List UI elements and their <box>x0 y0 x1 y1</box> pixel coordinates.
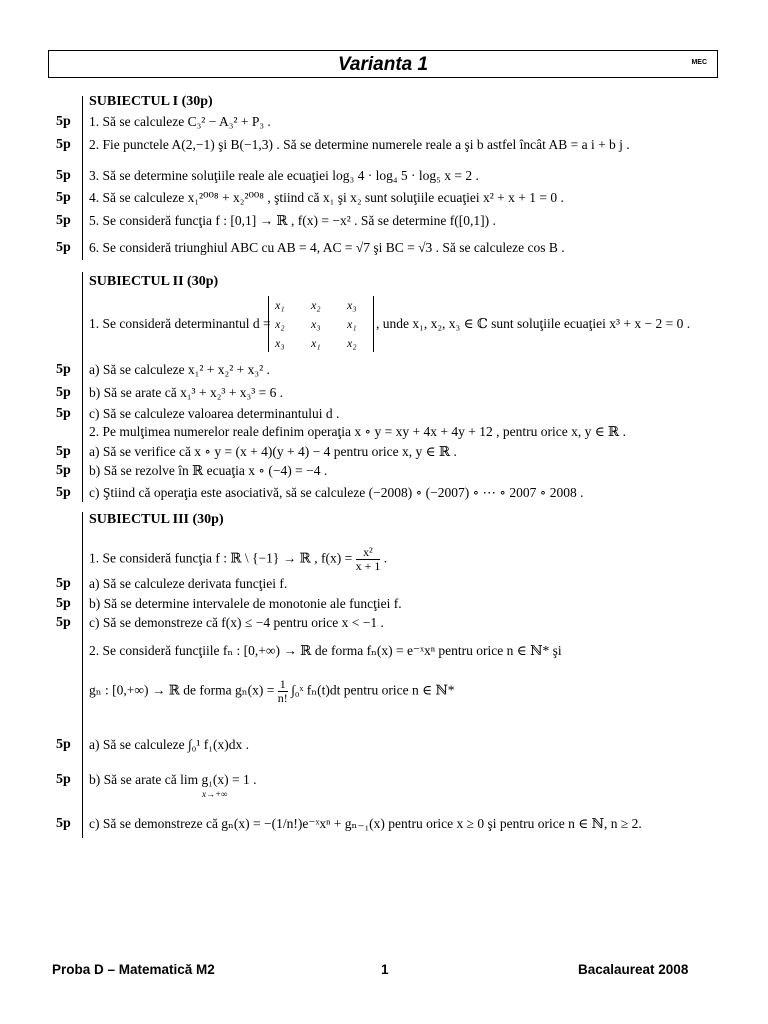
problem-text: a) Să se calculeze ∫₀¹ f₁(x)dx . <box>89 737 249 752</box>
problem-intro: 1. Se consideră determinantul d = <box>89 316 271 331</box>
footer-exam-year: Bacalaureat 2008 <box>578 962 689 977</box>
problem-text: b) Să se arate că lim g₁(x) = 1 . <box>89 772 257 787</box>
det-entry: x₃ <box>311 317 321 331</box>
det-entry: x₁ <box>275 298 285 312</box>
section-heading: SUBIECTUL III (30p) <box>89 512 224 527</box>
title-box <box>48 50 718 78</box>
problem-intro: 1. Se consideră funcţia f : ℝ \ {−1} → ℝ , f(x) = $\frac{\text{x²}}{x + 1}$ . <box>89 545 388 573</box>
intro-text: gₙ : [0,+∞) → ℝ de forma gₙ(x) = <box>89 682 275 698</box>
points-label: 5p <box>56 816 71 831</box>
points-label: 5p <box>56 362 71 377</box>
det-entry: x₂ <box>275 317 285 331</box>
fraction-denominator: n! <box>277 691 288 705</box>
det-entry: x₂ <box>311 298 321 312</box>
det-entry: x₁ <box>311 336 321 350</box>
fraction <box>278 678 288 705</box>
intro-text: ∫₀ˣ fₙ(t)dt pentru orice n ∈ ℕ* <box>291 682 455 698</box>
limit-subscript: x→+∞ <box>202 789 228 799</box>
fraction-denominator: x + 1 <box>355 559 381 573</box>
problem-text: c) Să se demonstreze că gₙ(x) = −(1/n!)e⁻ˣxⁿ + gₙ₋₁(x) pentru orice x ≥ 0 şi pentru orice n ∈ ℕ, n ≥ 2. <box>89 816 642 831</box>
problem-text: c) Să se demonstreze că f(x) ≤ −4 pentru orice x < −1 . <box>89 615 384 630</box>
problem-intro: , unde x₁, x₂, x₃ ∈ ℂ sunt soluţiile ecuaţiei x³ + x − 2 = 0 . <box>376 316 691 331</box>
points-label: 5p <box>56 137 71 152</box>
problem-text: 2. Fie punctele A(2,−1) şi B(−1,3) . Să se determine numerele reale a şi b astfel încât AB = a i + b j . <box>89 137 630 152</box>
det-entry: x₁ <box>347 317 357 331</box>
footer-exam-name: Proba D – Matematică M2 <box>52 962 215 977</box>
points-label: 5p <box>56 406 71 421</box>
points-label: 5p <box>56 240 71 255</box>
problem-text: b) Să se arate că x₁³ + x₂³ + x₃³ = 6 . <box>89 385 284 400</box>
points-label: 5p <box>56 463 71 478</box>
points-label: 5p <box>56 615 71 630</box>
problem-intro: 2. Se consideră funcţiile fₙ : [0,+∞) → ℝ de forma fₙ(x) = e⁻ˣxⁿ pentru orice n ∈ ℕ* şi <box>89 643 562 658</box>
section-heading: SUBIECTUL II (30p) <box>89 274 219 289</box>
section-heading: SUBIECTUL I (30p) <box>89 94 213 109</box>
margin-bar <box>82 512 83 838</box>
problem-text: c) Să se calculeze valoarea determinantului d . <box>89 406 340 421</box>
problem-text: 6. Se consideră triunghiul ABC cu AB = 4, AC = √7 şi BC = √3 . Să se calculeze cos B . <box>89 240 565 255</box>
problem-text: a) Să se calculeze derivata funcţiei f. <box>89 576 288 591</box>
intro-text: 1. Se consideră funcţia f : ℝ \ {−1} → ℝ , f(x) = <box>89 550 353 566</box>
problem-text: b) Să se rezolve în ℝ ecuaţia x ∘ (−4) = −4 . <box>89 463 328 478</box>
points-label: 5p <box>56 485 71 500</box>
problem-intro: 2. Pe mulţimea numerelor reale definim operaţia x ∘ y = xy + 4x + 4y + 12 , pentru orice x, y ∈ ℝ . <box>89 424 627 439</box>
fraction <box>356 546 381 573</box>
points-label: 5p <box>56 596 71 611</box>
points-label: 5p <box>56 385 71 400</box>
logo: MEC <box>691 59 707 66</box>
det-entry: x₃ <box>347 298 357 312</box>
points-label: 5p <box>56 737 71 752</box>
points-label: 5p <box>56 444 71 459</box>
page-title: Varianta 1 <box>337 54 429 75</box>
problem-text: 3. Să se determine soluţiile reale ale ecuaţiei log₃ 4 · log₄ 5 · log₅ x = 2 . <box>89 168 479 183</box>
points-label: 5p <box>56 190 71 205</box>
problem-text: 4. Să se calculeze x₁²⁰⁰⁸ + x₂²⁰⁰⁸ , ştiind că x₁ şi x₂ sunt soluţiile ecuaţiei x² + x + 1 = 0 . <box>89 190 564 205</box>
points-label: 5p <box>56 168 71 183</box>
margin-bar <box>82 96 83 260</box>
points-label: 5p <box>56 213 71 228</box>
problem-text: a) Să se calculeze x₁² + x₂² + x₃² . <box>89 362 270 377</box>
problem-text: 5. Se consideră funcţia f : [0,1] → ℝ , f(x) = −x² . Să se determine f([0,1]) . <box>89 213 496 228</box>
problem-text: c) Ştiind că operaţia este asociativă, să se calculeze (−2008) ∘ (−2007) ∘ ⋯ ∘ 2007 ∘ 2008 . <box>89 485 584 500</box>
points-label: 5p <box>56 772 71 787</box>
problem-text: b) Să se determine intervalele de monotonie ale funcţiei f. <box>89 596 402 611</box>
points-label: 5p <box>56 576 71 591</box>
det-entry: x₂ <box>347 336 357 350</box>
page-number: 1 <box>381 962 389 977</box>
points-label: 5p <box>56 114 71 129</box>
determinant <box>268 296 374 352</box>
problem-text: a) Să se verifice că x ∘ y = (x + 4)(y + 4) − 4 pentru orice x, y ∈ ℝ . <box>89 444 457 459</box>
fraction-numerator: x² <box>356 546 381 560</box>
margin-bar <box>82 272 83 502</box>
problem-intro <box>89 678 455 705</box>
fraction-numerator: 1 <box>279 677 286 691</box>
det-entry: x₃ <box>275 336 285 350</box>
problem-text: 1. Să se calculeze C₃² − A₃² + P₃ . <box>89 114 271 129</box>
